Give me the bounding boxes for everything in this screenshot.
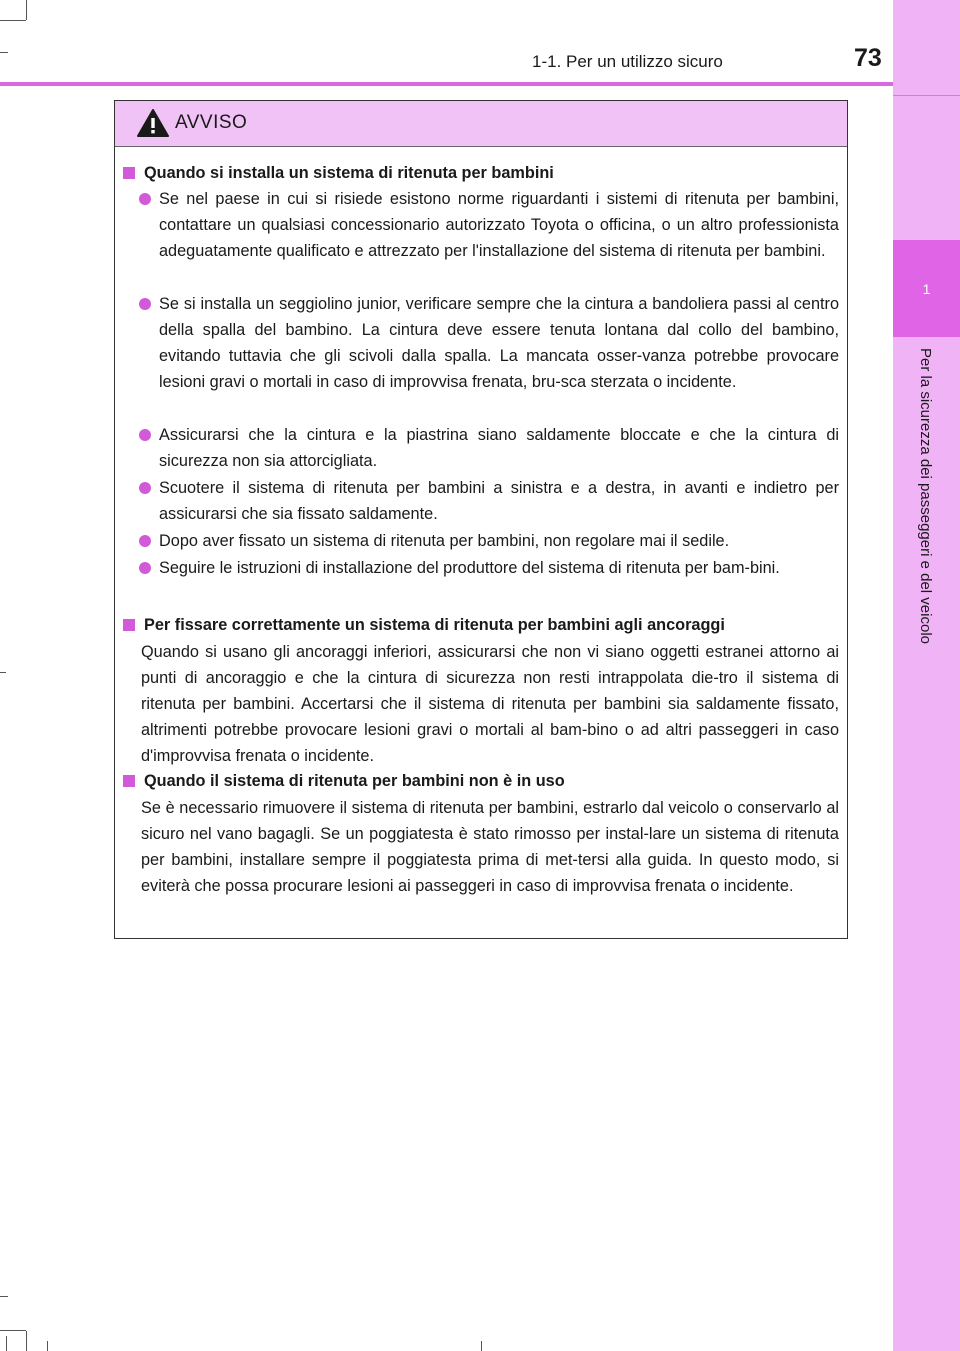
page-number: 73 xyxy=(854,44,882,72)
list-item-text: Seguire le istruzioni di installazione del produttore del sistema di ritenuta per bam-bini. xyxy=(159,559,780,577)
round-bullet-icon xyxy=(139,193,151,205)
section-paragraph: Quando si usano gli ancoraggi inferiori, assicurarsi che non vi siano oggetti estranei attorno ai punti di ancoraggio e che la cintura di sicurezza non resti intrappolata die-tro il sistema di ritenuta per bambini. Accertarsi che il sistema di ritenuta per bambini sia saldamente fissato, altrimenti potrebbe provocare lesioni gravi o mortali al bam-bino o ad altri passeggeri in caso d'improvvisa frenata o incidente. xyxy=(141,643,839,765)
section-heading-text: Per fissare correttamente un sistema di ritenuta per bambini agli ancoraggi xyxy=(144,616,725,634)
crop-mark xyxy=(47,1341,48,1351)
warning-title: AVVISO xyxy=(175,112,248,133)
crop-mark xyxy=(0,1330,26,1331)
crop-mark xyxy=(0,52,8,53)
square-bullet-icon xyxy=(123,775,135,787)
list-item-text: Scuotere il sistema di ritenuta per bambini a sinistra e a destra, in avanti e indietro per assicurarsi che sia fissato saldamente. xyxy=(159,479,839,523)
round-bullet-icon xyxy=(139,535,151,547)
crop-mark xyxy=(26,0,27,20)
section-heading-text: Quando il sistema di ritenuta per bambini non è in uso xyxy=(144,772,565,790)
section-heading xyxy=(123,160,554,186)
list-item-text: Se si installa un seggiolino junior, verificare sempre che la cintura a bandoliera passi al centro della spalla del bambino. La cintura deve essere tenuta lontana dal collo del bambino, evitando tuttavia che gli scivoli dalla spalla. La mancata osser-vanza potrebbe provocare lesioni gravi o mortali in caso di improvvisa frenata, bru-sca sterzata o incidente. xyxy=(159,295,839,391)
round-bullet-icon xyxy=(139,482,151,494)
section-heading-text: Quando si installa un sistema di ritenuta per bambini xyxy=(144,164,554,182)
round-bullet-icon xyxy=(139,298,151,310)
crop-mark xyxy=(0,20,26,21)
list-item-text: Se nel paese in cui si risiede esistono norme riguardanti i sistemi di ritenuta per bambini, contattare un qualsiasi concessionario autorizzato Toyota o officina, o un altro professionista adeguatamente qualificato e attrezzato per l'installazione del sistema di ritenuta per bambini. xyxy=(159,190,839,260)
warning-box xyxy=(114,100,848,939)
chapter-title: Per la sicurezza dei passeggeri e del veicolo xyxy=(917,348,934,644)
warning-triangle-icon xyxy=(137,108,169,138)
side-divider xyxy=(893,95,960,96)
crop-mark xyxy=(0,672,6,673)
section-heading xyxy=(123,768,565,794)
round-bullet-icon xyxy=(139,562,151,574)
round-bullet-icon xyxy=(139,429,151,441)
list-item-text: Assicurarsi che la cintura e la piastrina siano saldamente bloccate e che la cintura di sicurezza non sia attorcigliata. xyxy=(159,426,839,470)
section-heading xyxy=(123,612,725,638)
square-bullet-icon xyxy=(123,167,135,179)
crop-mark xyxy=(26,1331,27,1351)
square-bullet-icon xyxy=(123,619,135,631)
crop-mark xyxy=(6,1336,7,1351)
list-item-text: Dopo aver fissato un sistema di ritenuta per bambini, non regolare mai il sedile. xyxy=(159,532,730,550)
chapter-tab xyxy=(893,240,960,337)
crop-mark xyxy=(0,1296,8,1297)
crop-mark xyxy=(481,1341,482,1351)
chapter-number: 1 xyxy=(922,280,931,297)
warning-header xyxy=(115,101,847,147)
header-rule xyxy=(0,82,893,86)
section-paragraph: Se è necessario rimuovere il sistema di ritenuta per bambini, estrarlo dal veicolo o conservarlo al sicuro nel vano bagagli. Se un poggiatesta è stato rimosso per instal-lare un sistema di ritenuta per bambini, installare sempre il poggiatesta prima di met-tersi alla guida. In questo modo, si eviterà che possa procurare lesioni ai passeggeri in caso di improvvisa frenata o incidente. xyxy=(141,799,839,895)
section-title: 1-1. Per un utilizzo sicuro xyxy=(532,52,723,71)
